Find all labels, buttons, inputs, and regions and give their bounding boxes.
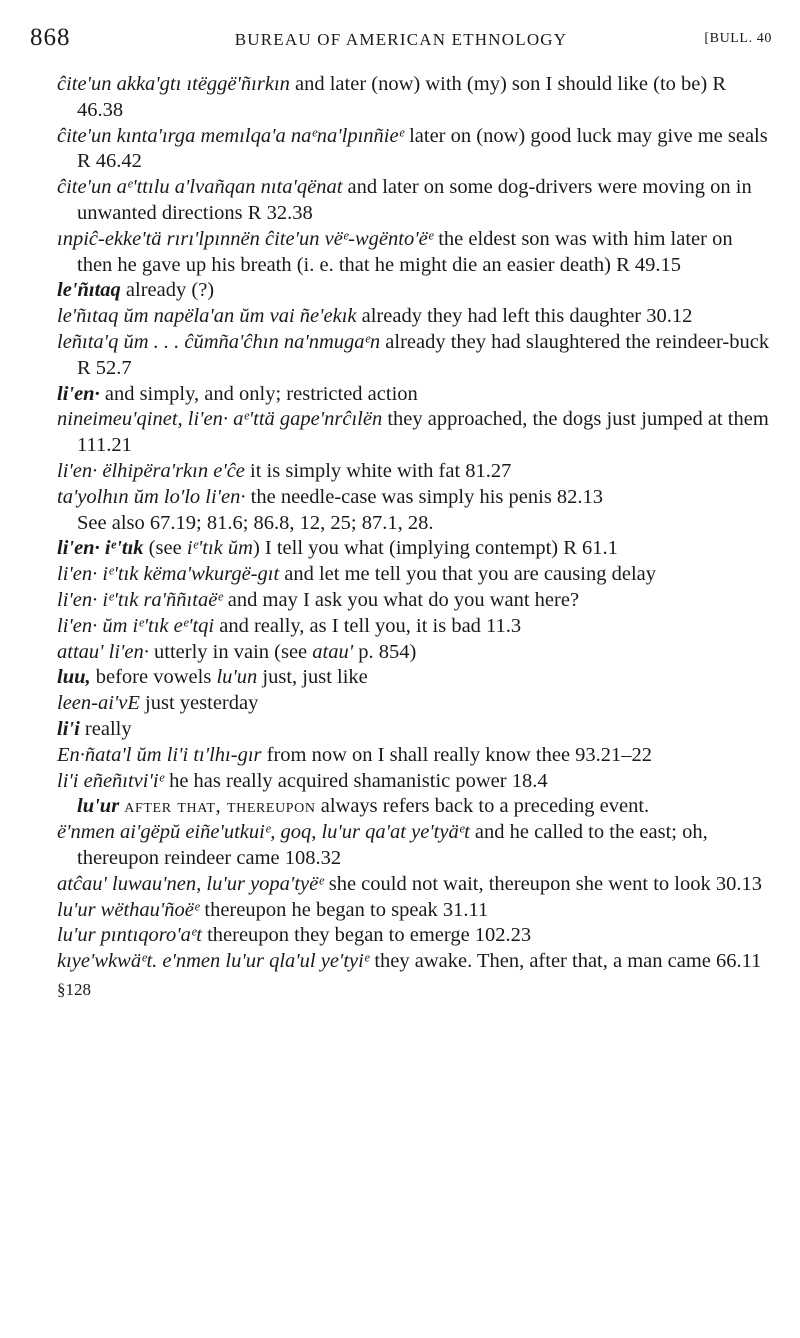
headword-entry (77, 794, 772, 820)
example-entry (57, 872, 772, 898)
native-text: le'ñıtaq ŭm napëla'an ŭm vai ñe'ekık (57, 305, 357, 328)
section-marker: §128 (57, 979, 91, 999)
native-text: lu'un (216, 666, 258, 689)
native-text: ınpiĉ-ekke'tä rırı'lpınnën ĉite'un vëᵉ-wgënto'ëᵉ (57, 227, 434, 250)
native-text: nineimeu'qinet, li'en· aᵉ'ttä gape'nrĉılën (57, 408, 383, 431)
native-text: atĉau' luwau'nen, lu'ur yopa'tyëᵉ (57, 872, 324, 895)
headword: lu'ur (77, 795, 120, 818)
native-text: ta'yolhın ŭm lo'lo li'en· (57, 485, 246, 508)
native-text: ĉite'un aᵉ'ttılu a'lvañqan nıta'qënat (57, 176, 343, 199)
headword-entry (57, 382, 772, 408)
headword-gloss: already (?) (120, 279, 215, 302)
gloss-text: already they had slaughtered the reindeer-buck R 52.7 (77, 330, 770, 379)
gloss-text: she could not wait, thereupon she went to look 30.13 (323, 872, 762, 895)
example-entry (57, 330, 772, 382)
gloss-text: they awake. Then, after that, a man came 66.11 (369, 950, 762, 973)
native-text: li'i eñeñıtvi'iᵉ (57, 769, 164, 792)
example-entry (57, 175, 772, 227)
gloss-text: later on (now) good luck may give me seals R 46.42 (77, 124, 768, 173)
gloss-text: they approached, the dogs just jumped at them 111.21 (77, 408, 769, 457)
native-text: li'en· ëlhipëra'rkın e'ĉe (57, 459, 245, 482)
bulletin-label: [BULL. 40 (704, 31, 772, 46)
example-entry (57, 640, 772, 666)
headword: li'en· iᵉ'tık (57, 537, 144, 560)
example-entry (57, 820, 772, 872)
example-entry (57, 562, 772, 588)
gloss-text: he has really acquired shamanistic power 18.4 (163, 769, 548, 792)
native-text: leen-ai'vE (57, 692, 140, 715)
gloss-text: from now on I shall really know thee 93.21–22 (261, 743, 653, 766)
page (30, 24, 772, 1003)
native-text: ë'nmen ai'gëpŭ eiñe'utkuiᵉ, goq, lu'ur qa'at ye'tyäᵉt (57, 821, 470, 844)
example-entry (57, 614, 772, 640)
gloss-text: and may I ask you what do you want here? (222, 588, 580, 611)
headword: li'en· (57, 382, 100, 405)
gloss-text: already they had left this daughter 30.12 (356, 305, 693, 328)
headword-gloss: ) I tell you what (implying contempt) R 61.1 (252, 537, 618, 560)
gloss-text: and let me tell you that you are causing delay (279, 563, 656, 586)
native-text: li'en· iᵉ'tık ra'ññıtaëᵉ (57, 588, 223, 611)
gloss-text: p. 854) (353, 640, 417, 663)
headword-entry (57, 278, 772, 304)
dictionary-body (30, 72, 772, 1003)
example-entry (57, 124, 772, 176)
see-also-reference: See also 67.19; 81.6; 86.8, 12, 25; 87.1, 28. (77, 511, 434, 534)
headword-entry (57, 536, 772, 562)
gloss-text: and later on some dog-drivers were moving on in unwanted directions R 32.38 (77, 176, 752, 224)
gloss-text: just yesterday (139, 692, 259, 715)
native-text: lu'ur pıntıqoro'aᵉt (57, 924, 202, 947)
native-text: ĉite'un kınta'ırga memılqa'a naᵉna'lpınñieᵉ (57, 124, 404, 147)
gloss-text: thereupon they began to emerge 102.23 (201, 924, 532, 947)
running-head: BUREAU OF AMERICAN ETHNOLOGY (234, 30, 568, 49)
page-header (30, 24, 772, 58)
example-entry (57, 588, 772, 614)
headword: luu, (57, 666, 91, 689)
gloss-text: utterly in vain (see (148, 640, 313, 663)
example-entry (57, 691, 772, 717)
headword: li'i (57, 717, 80, 740)
native-text: En·ñata'l ŭm li'i tı'lhı-gır (57, 743, 262, 766)
native-text: li'en· iᵉ'tık këma'wkurgë-gıt (57, 563, 280, 586)
headword-caps: after that, thereupon (124, 795, 316, 818)
example-entry (57, 743, 772, 769)
headword-gloss: before vowels (90, 666, 217, 689)
headword-gloss: really (79, 717, 132, 740)
gloss-text: it is simply white with fat 81.27 (244, 459, 512, 482)
example-entry (57, 898, 772, 924)
native-text: li'en· ŭm iᵉ'tık eᵉ'tqi (57, 614, 215, 637)
headword-entry (57, 717, 772, 743)
gloss-text: the needle-case was simply his penis 82.13 (245, 485, 604, 508)
native-text: kıye'wkwäᵉt. e'nmen lu'ur qla'ul ye'tyiᵉ (57, 950, 370, 973)
example-entry (57, 769, 772, 795)
native-text: ĉite'un akka'gtı ıtëggë'ñırkın (57, 73, 290, 95)
headword-entry (57, 665, 772, 691)
native-text: leñıta'q ŭm . . . ĉŭmña'ĉhın na'nmugaᵉn (57, 330, 381, 353)
headword-gloss: always refers back to a preceding event. (315, 795, 650, 818)
gloss-text: and later (now) with (my) son I should like (to be) R 46.38 (77, 73, 726, 121)
headword-gloss: (see (143, 537, 187, 560)
gloss-text: and really, as I tell you, it is bad 11.3 (214, 614, 522, 637)
native-text: lu'ur wëthau'ñoëᵉ (57, 898, 200, 921)
headword: le'ñıtaq (57, 279, 121, 302)
native-text: atau' (312, 640, 354, 663)
example-entry (57, 304, 772, 330)
gloss-text: the eldest son was with him later on then he gave up his breath (i. e. that he might die an easier death) R 49.15 (77, 227, 733, 276)
example-entry (57, 459, 772, 485)
gloss-text: and he called to the east; oh, thereupon reindeer came 108.32 (77, 821, 708, 869)
headword-gloss: just, just like (257, 666, 368, 689)
example-entry (57, 949, 772, 975)
example-entry (57, 72, 772, 124)
headword-gloss: and simply, and only; restricted action (99, 382, 418, 405)
native-text: iᵉ'tık ŭm (186, 537, 253, 560)
gloss-text: thereupon he began to speak 31.11 (199, 898, 489, 921)
page-number: 868 (30, 24, 71, 51)
example-entry (57, 407, 772, 459)
example-entry (57, 923, 772, 949)
native-text: attau' li'en· (57, 640, 149, 663)
example-entry (57, 227, 772, 279)
example-entry (57, 485, 772, 511)
